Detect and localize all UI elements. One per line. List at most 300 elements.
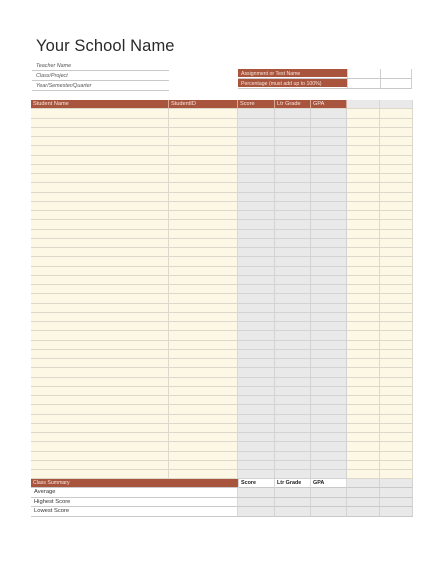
extra-cell[interactable]	[347, 193, 380, 202]
extra-cell[interactable]	[380, 461, 413, 470]
student-name-cell[interactable]	[31, 285, 169, 294]
student-name-cell[interactable]	[31, 368, 169, 377]
extra-cell[interactable]	[380, 304, 413, 313]
student-id-cell[interactable]	[169, 304, 238, 313]
extra-cell[interactable]	[380, 415, 413, 424]
score-cell[interactable]	[238, 257, 275, 266]
extra-cell[interactable]	[347, 424, 380, 433]
extra-cell[interactable]	[380, 294, 413, 303]
gpa-cell[interactable]	[311, 128, 347, 137]
letter-grade-cell[interactable]	[275, 267, 311, 276]
student-id-cell[interactable]	[169, 313, 238, 322]
student-name-cell[interactable]	[31, 396, 169, 405]
gpa-cell[interactable]	[311, 331, 347, 340]
student-name-cell[interactable]	[31, 267, 169, 276]
gpa-cell[interactable]	[311, 109, 347, 118]
letter-grade-cell[interactable]	[275, 109, 311, 118]
extra-cell[interactable]	[380, 220, 413, 229]
extra-cell[interactable]	[380, 470, 413, 479]
letter-grade-cell[interactable]	[275, 165, 311, 174]
summary-cell[interactable]	[311, 498, 347, 507]
score-cell[interactable]	[238, 276, 275, 285]
score-cell[interactable]	[238, 405, 275, 414]
percentage-cell[interactable]	[380, 79, 412, 88]
student-id-cell[interactable]	[169, 211, 238, 220]
school-name-title[interactable]: Your School Name	[36, 37, 175, 55]
score-cell[interactable]	[238, 452, 275, 461]
student-id-cell[interactable]	[169, 165, 238, 174]
extra-cell[interactable]	[347, 442, 380, 451]
extra-cell[interactable]	[380, 322, 413, 331]
student-name-cell[interactable]	[31, 341, 169, 350]
extra-cell[interactable]	[380, 405, 413, 414]
extra-cell[interactable]	[380, 193, 413, 202]
extra-cell[interactable]	[380, 174, 413, 183]
gpa-cell[interactable]	[311, 322, 347, 331]
student-id-cell[interactable]	[169, 109, 238, 118]
extra-cell[interactable]	[347, 165, 380, 174]
student-name-cell[interactable]	[31, 276, 169, 285]
letter-grade-cell[interactable]	[275, 294, 311, 303]
student-id-cell[interactable]	[169, 174, 238, 183]
student-name-cell[interactable]	[31, 304, 169, 313]
summary-cell[interactable]	[347, 507, 380, 516]
student-name-cell[interactable]	[31, 230, 169, 239]
extra-cell[interactable]	[347, 405, 380, 414]
gpa-cell[interactable]	[311, 368, 347, 377]
extra-cell[interactable]	[347, 396, 380, 405]
score-cell[interactable]	[238, 146, 275, 155]
student-id-cell[interactable]	[169, 239, 238, 248]
gpa-cell[interactable]	[311, 174, 347, 183]
student-name-cell[interactable]	[31, 248, 169, 257]
letter-grade-cell[interactable]	[275, 304, 311, 313]
extra-cell[interactable]	[347, 378, 380, 387]
student-id-cell[interactable]	[169, 433, 238, 442]
gpa-cell[interactable]	[311, 341, 347, 350]
student-id-cell[interactable]	[169, 220, 238, 229]
student-name-cell[interactable]	[31, 183, 169, 192]
student-id-cell[interactable]	[169, 378, 238, 387]
gpa-cell[interactable]	[311, 433, 347, 442]
gpa-cell[interactable]	[311, 202, 347, 211]
summary-cell[interactable]	[347, 488, 380, 497]
summary-cell[interactable]	[238, 498, 275, 507]
gpa-cell[interactable]	[311, 183, 347, 192]
gpa-cell[interactable]	[311, 239, 347, 248]
gpa-cell[interactable]	[311, 193, 347, 202]
score-cell[interactable]	[238, 119, 275, 128]
student-name-cell[interactable]	[31, 146, 169, 155]
extra-cell[interactable]	[347, 267, 380, 276]
score-cell[interactable]	[238, 378, 275, 387]
extra-cell[interactable]	[347, 433, 380, 442]
student-id-cell[interactable]	[169, 396, 238, 405]
score-cell[interactable]	[238, 165, 275, 174]
extra-cell[interactable]	[380, 211, 413, 220]
extra-cell[interactable]	[380, 341, 413, 350]
letter-grade-cell[interactable]	[275, 211, 311, 220]
summary-cell[interactable]	[311, 507, 347, 516]
extra-cell[interactable]	[380, 396, 413, 405]
student-name-cell[interactable]	[31, 257, 169, 266]
extra-cell[interactable]	[380, 378, 413, 387]
letter-grade-cell[interactable]	[275, 230, 311, 239]
extra-cell[interactable]	[347, 109, 380, 118]
extra-cell[interactable]	[380, 183, 413, 192]
student-name-cell[interactable]	[31, 461, 169, 470]
gpa-cell[interactable]	[311, 294, 347, 303]
extra-cell[interactable]	[380, 267, 413, 276]
extra-cell[interactable]	[347, 137, 380, 146]
extra-cell[interactable]	[380, 368, 413, 377]
class-project-field[interactable]: Class/Project	[32, 71, 169, 81]
student-id-cell[interactable]	[169, 452, 238, 461]
student-id-cell[interactable]	[169, 322, 238, 331]
gpa-cell[interactable]	[311, 276, 347, 285]
letter-grade-cell[interactable]	[275, 220, 311, 229]
extra-cell[interactable]	[347, 331, 380, 340]
letter-grade-cell[interactable]	[275, 128, 311, 137]
extra-cell[interactable]	[380, 165, 413, 174]
student-name-cell[interactable]	[31, 174, 169, 183]
extra-cell[interactable]	[347, 211, 380, 220]
student-id-cell[interactable]	[169, 461, 238, 470]
letter-grade-cell[interactable]	[275, 183, 311, 192]
letter-grade-cell[interactable]	[275, 452, 311, 461]
gpa-cell[interactable]	[311, 396, 347, 405]
year-semester-field[interactable]: Year/Semester/Quarter	[32, 81, 169, 91]
student-name-cell[interactable]	[31, 313, 169, 322]
gpa-cell[interactable]	[311, 267, 347, 276]
gpa-cell[interactable]	[311, 359, 347, 368]
extra-cell[interactable]	[347, 322, 380, 331]
summary-cell[interactable]	[238, 507, 275, 516]
summary-cell[interactable]	[275, 498, 311, 507]
student-id-cell[interactable]	[169, 415, 238, 424]
extra-cell[interactable]	[347, 248, 380, 257]
letter-grade-cell[interactable]	[275, 442, 311, 451]
letter-grade-cell[interactable]	[275, 285, 311, 294]
teacher-name-field[interactable]: Teacher Name	[32, 61, 169, 71]
letter-grade-cell[interactable]	[275, 257, 311, 266]
gpa-cell[interactable]	[311, 156, 347, 165]
gpa-cell[interactable]	[311, 165, 347, 174]
gpa-cell[interactable]	[311, 405, 347, 414]
student-id-cell[interactable]	[169, 146, 238, 155]
student-name-cell[interactable]	[31, 156, 169, 165]
letter-grade-cell[interactable]	[275, 202, 311, 211]
student-name-cell[interactable]	[31, 294, 169, 303]
gpa-cell[interactable]	[311, 220, 347, 229]
score-cell[interactable]	[238, 156, 275, 165]
score-cell[interactable]	[238, 202, 275, 211]
student-name-cell[interactable]	[31, 165, 169, 174]
extra-cell[interactable]	[380, 146, 413, 155]
score-cell[interactable]	[238, 285, 275, 294]
score-cell[interactable]	[238, 442, 275, 451]
summary-cell[interactable]	[380, 488, 413, 497]
gpa-cell[interactable]	[311, 461, 347, 470]
gpa-cell[interactable]	[311, 387, 347, 396]
student-id-cell[interactable]	[169, 285, 238, 294]
extra-cell[interactable]	[347, 285, 380, 294]
gpa-cell[interactable]	[311, 146, 347, 155]
student-name-cell[interactable]	[31, 359, 169, 368]
extra-cell[interactable]	[347, 174, 380, 183]
score-cell[interactable]	[238, 137, 275, 146]
student-name-cell[interactable]	[31, 211, 169, 220]
gpa-cell[interactable]	[311, 257, 347, 266]
score-cell[interactable]	[238, 313, 275, 322]
extra-cell[interactable]	[347, 415, 380, 424]
gpa-cell[interactable]	[311, 378, 347, 387]
extra-cell[interactable]	[347, 359, 380, 368]
letter-grade-cell[interactable]	[275, 359, 311, 368]
score-cell[interactable]	[238, 267, 275, 276]
gpa-cell[interactable]	[311, 230, 347, 239]
score-cell[interactable]	[238, 174, 275, 183]
score-cell[interactable]	[238, 109, 275, 118]
letter-grade-cell[interactable]	[275, 433, 311, 442]
assignment-name-cell[interactable]	[380, 69, 412, 78]
summary-cell[interactable]	[380, 498, 413, 507]
extra-cell[interactable]	[347, 183, 380, 192]
extra-cell[interactable]	[380, 276, 413, 285]
letter-grade-cell[interactable]	[275, 322, 311, 331]
extra-cell[interactable]	[347, 313, 380, 322]
score-cell[interactable]	[238, 220, 275, 229]
extra-cell[interactable]	[380, 248, 413, 257]
letter-grade-cell[interactable]	[275, 193, 311, 202]
extra-cell[interactable]	[380, 257, 413, 266]
score-cell[interactable]	[238, 359, 275, 368]
student-name-cell[interactable]	[31, 322, 169, 331]
student-id-cell[interactable]	[169, 156, 238, 165]
gpa-cell[interactable]	[311, 211, 347, 220]
extra-cell[interactable]	[347, 304, 380, 313]
student-id-cell[interactable]	[169, 137, 238, 146]
student-id-cell[interactable]	[169, 119, 238, 128]
score-cell[interactable]	[238, 350, 275, 359]
student-name-cell[interactable]	[31, 239, 169, 248]
extra-cell[interactable]	[380, 359, 413, 368]
gpa-cell[interactable]	[311, 119, 347, 128]
student-name-cell[interactable]	[31, 405, 169, 414]
student-id-cell[interactable]	[169, 405, 238, 414]
student-id-cell[interactable]	[169, 183, 238, 192]
score-cell[interactable]	[238, 322, 275, 331]
extra-cell[interactable]	[380, 202, 413, 211]
extra-cell[interactable]	[347, 452, 380, 461]
score-cell[interactable]	[238, 368, 275, 377]
extra-cell[interactable]	[380, 119, 413, 128]
extra-cell[interactable]	[347, 146, 380, 155]
student-id-cell[interactable]	[169, 387, 238, 396]
student-id-cell[interactable]	[169, 276, 238, 285]
score-cell[interactable]	[238, 128, 275, 137]
score-cell[interactable]	[238, 304, 275, 313]
extra-cell[interactable]	[380, 230, 413, 239]
percentage-cell[interactable]	[347, 79, 380, 88]
score-cell[interactable]	[238, 248, 275, 257]
extra-cell[interactable]	[380, 452, 413, 461]
letter-grade-cell[interactable]	[275, 396, 311, 405]
student-name-cell[interactable]	[31, 202, 169, 211]
extra-cell[interactable]	[380, 137, 413, 146]
score-cell[interactable]	[238, 331, 275, 340]
summary-cell[interactable]	[380, 507, 413, 516]
extra-cell[interactable]	[347, 276, 380, 285]
student-id-cell[interactable]	[169, 230, 238, 239]
letter-grade-cell[interactable]	[275, 276, 311, 285]
gpa-cell[interactable]	[311, 313, 347, 322]
score-cell[interactable]	[238, 183, 275, 192]
summary-cell[interactable]	[311, 488, 347, 497]
student-id-cell[interactable]	[169, 368, 238, 377]
extra-cell[interactable]	[380, 128, 413, 137]
extra-cell[interactable]	[347, 387, 380, 396]
letter-grade-cell[interactable]	[275, 350, 311, 359]
score-cell[interactable]	[238, 396, 275, 405]
student-id-cell[interactable]	[169, 294, 238, 303]
extra-cell[interactable]	[380, 285, 413, 294]
score-cell[interactable]	[238, 433, 275, 442]
letter-grade-cell[interactable]	[275, 248, 311, 257]
extra-cell[interactable]	[347, 350, 380, 359]
score-cell[interactable]	[238, 461, 275, 470]
score-cell[interactable]	[238, 470, 275, 479]
score-cell[interactable]	[238, 424, 275, 433]
extra-cell[interactable]	[347, 294, 380, 303]
student-id-cell[interactable]	[169, 331, 238, 340]
summary-cell[interactable]	[238, 488, 275, 497]
letter-grade-cell[interactable]	[275, 239, 311, 248]
student-name-cell[interactable]	[31, 350, 169, 359]
score-cell[interactable]	[238, 211, 275, 220]
extra-cell[interactable]	[347, 461, 380, 470]
letter-grade-cell[interactable]	[275, 415, 311, 424]
gpa-cell[interactable]	[311, 442, 347, 451]
score-cell[interactable]	[238, 193, 275, 202]
student-name-cell[interactable]	[31, 331, 169, 340]
student-name-cell[interactable]	[31, 119, 169, 128]
score-cell[interactable]	[238, 230, 275, 239]
student-name-cell[interactable]	[31, 193, 169, 202]
letter-grade-cell[interactable]	[275, 387, 311, 396]
student-id-cell[interactable]	[169, 424, 238, 433]
gpa-cell[interactable]	[311, 452, 347, 461]
letter-grade-cell[interactable]	[275, 174, 311, 183]
letter-grade-cell[interactable]	[275, 137, 311, 146]
letter-grade-cell[interactable]	[275, 313, 311, 322]
extra-cell[interactable]	[380, 156, 413, 165]
student-name-cell[interactable]	[31, 220, 169, 229]
score-cell[interactable]	[238, 341, 275, 350]
letter-grade-cell[interactable]	[275, 405, 311, 414]
extra-cell[interactable]	[347, 128, 380, 137]
extra-cell[interactable]	[380, 424, 413, 433]
score-cell[interactable]	[238, 294, 275, 303]
letter-grade-cell[interactable]	[275, 331, 311, 340]
extra-cell[interactable]	[347, 230, 380, 239]
gpa-cell[interactable]	[311, 424, 347, 433]
extra-cell[interactable]	[380, 313, 413, 322]
student-name-cell[interactable]	[31, 442, 169, 451]
summary-cell[interactable]	[275, 507, 311, 516]
student-name-cell[interactable]	[31, 415, 169, 424]
extra-cell[interactable]	[347, 368, 380, 377]
student-id-cell[interactable]	[169, 442, 238, 451]
student-id-cell[interactable]	[169, 350, 238, 359]
extra-cell[interactable]	[347, 156, 380, 165]
student-id-cell[interactable]	[169, 128, 238, 137]
extra-cell[interactable]	[380, 387, 413, 396]
gpa-cell[interactable]	[311, 415, 347, 424]
student-name-cell[interactable]	[31, 424, 169, 433]
letter-grade-cell[interactable]	[275, 424, 311, 433]
summary-cell[interactable]	[275, 488, 311, 497]
letter-grade-cell[interactable]	[275, 156, 311, 165]
student-id-cell[interactable]	[169, 248, 238, 257]
score-cell[interactable]	[238, 415, 275, 424]
student-id-cell[interactable]	[169, 193, 238, 202]
student-name-cell[interactable]	[31, 470, 169, 479]
student-name-cell[interactable]	[31, 128, 169, 137]
student-id-cell[interactable]	[169, 470, 238, 479]
extra-cell[interactable]	[347, 341, 380, 350]
extra-cell[interactable]	[347, 239, 380, 248]
letter-grade-cell[interactable]	[275, 470, 311, 479]
gpa-cell[interactable]	[311, 285, 347, 294]
gpa-cell[interactable]	[311, 248, 347, 257]
extra-cell[interactable]	[380, 109, 413, 118]
gpa-cell[interactable]	[311, 137, 347, 146]
letter-grade-cell[interactable]	[275, 368, 311, 377]
student-name-cell[interactable]	[31, 109, 169, 118]
student-name-cell[interactable]	[31, 387, 169, 396]
gpa-cell[interactable]	[311, 470, 347, 479]
extra-cell[interactable]	[380, 239, 413, 248]
summary-cell[interactable]	[347, 498, 380, 507]
letter-grade-cell[interactable]	[275, 378, 311, 387]
extra-cell[interactable]	[347, 220, 380, 229]
extra-cell[interactable]	[347, 470, 380, 479]
student-name-cell[interactable]	[31, 433, 169, 442]
extra-cell[interactable]	[347, 257, 380, 266]
student-name-cell[interactable]	[31, 452, 169, 461]
letter-grade-cell[interactable]	[275, 119, 311, 128]
letter-grade-cell[interactable]	[275, 146, 311, 155]
extra-cell[interactable]	[380, 433, 413, 442]
extra-cell[interactable]	[347, 202, 380, 211]
student-id-cell[interactable]	[169, 257, 238, 266]
score-cell[interactable]	[238, 239, 275, 248]
extra-cell[interactable]	[380, 331, 413, 340]
student-name-cell[interactable]	[31, 378, 169, 387]
student-id-cell[interactable]	[169, 359, 238, 368]
student-id-cell[interactable]	[169, 267, 238, 276]
student-name-cell[interactable]	[31, 137, 169, 146]
extra-cell[interactable]	[380, 350, 413, 359]
student-id-cell[interactable]	[169, 341, 238, 350]
gpa-cell[interactable]	[311, 304, 347, 313]
letter-grade-cell[interactable]	[275, 341, 311, 350]
letter-grade-cell[interactable]	[275, 461, 311, 470]
assignment-name-cell[interactable]	[347, 69, 380, 78]
student-id-cell[interactable]	[169, 202, 238, 211]
gpa-cell[interactable]	[311, 350, 347, 359]
